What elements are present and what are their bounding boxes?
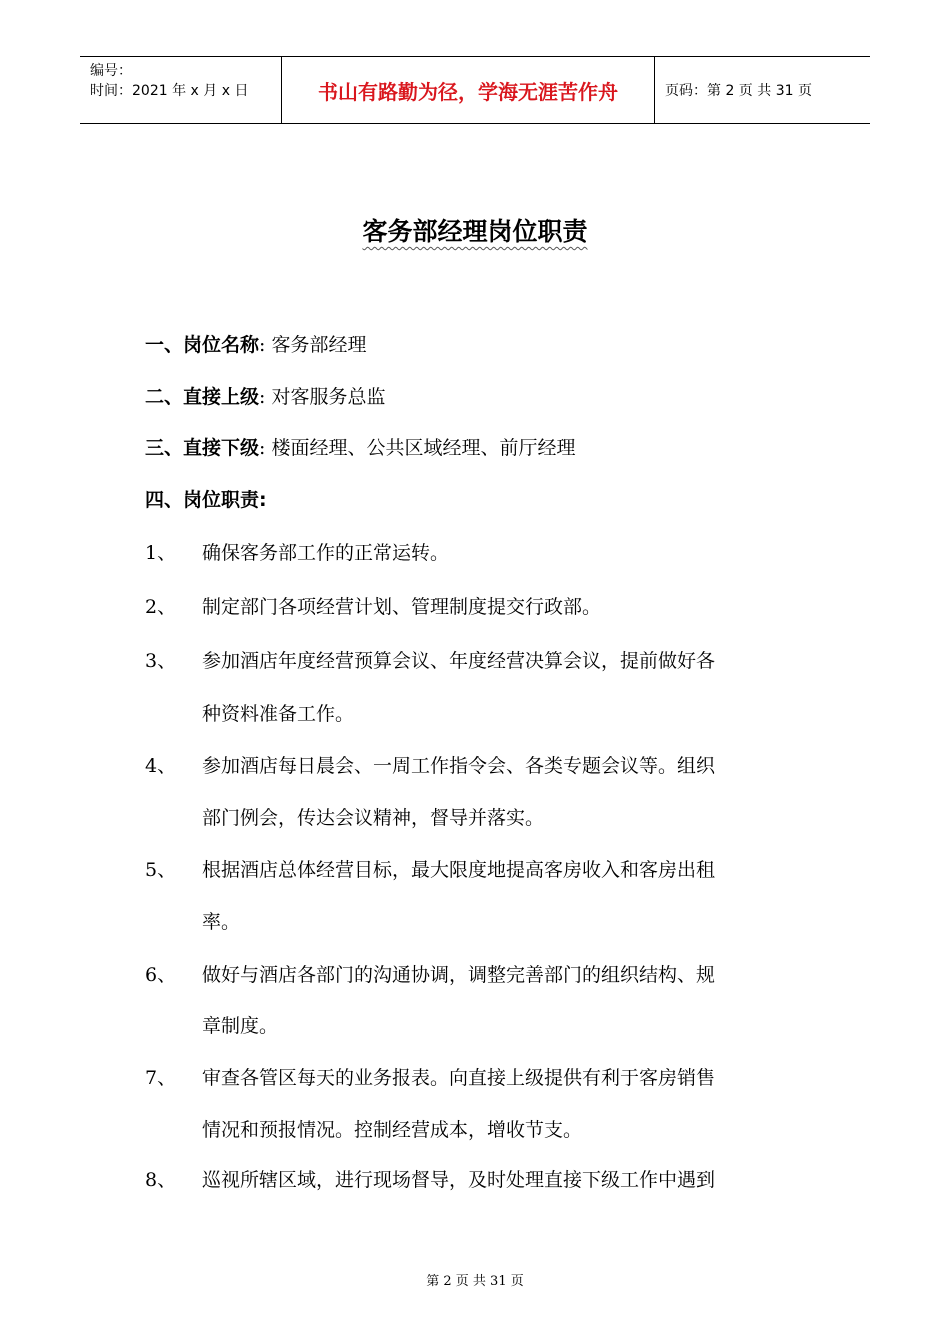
duty-item-2: 2、 制定部门各项经营计划、管理制度提交行政部。 — [145, 596, 602, 618]
duty-item-7-cont: 情况和预报情况。控制经营成本，增收节支。 — [202, 1119, 583, 1141]
duty-item-8: 8、 巡视所辖区域，进行现场督导，及时处理直接下级工作中遇到 — [145, 1169, 716, 1191]
doc-time-label: 时间：2021 年 x 月 x 日 — [90, 83, 249, 99]
header-page-info-cell — [655, 57, 870, 123]
duty-item-7: 7、 审查各管区每天的业务报表。向直接上级提供有利于客房销售 — [145, 1067, 716, 1089]
document-title: 客务部经理岗位职责 — [362, 217, 588, 246]
duty-item-6: 6、 做好与酒店各部门的沟通协调，调整完善部门的组织结构、规 — [145, 964, 716, 986]
duty-item-5: 5、 根据酒店总体经营目标，最大限度地提高客房收入和客房出租 — [145, 859, 716, 881]
duty-item-5-cont: 率。 — [202, 911, 241, 933]
header-page-info: 页码：第 2 页 共 31 页 — [665, 83, 812, 99]
doc-number-label: 编号： — [90, 63, 132, 79]
page-footer: 第 2 页 共 31 页 — [426, 1274, 524, 1289]
duty-item-4-cont: 部门例会，传达会议精神，督导并落实。 — [202, 807, 545, 829]
section-direct-subordinates: 三、直接下级: 楼面经理、公共区域经理、前厅经理 — [145, 437, 576, 459]
section-duties-heading: 四、岗位职责: — [145, 489, 267, 511]
page-header — [80, 56, 870, 124]
header-meta — [80, 57, 281, 123]
duty-item-3-cont: 种资料准备工作。 — [202, 703, 355, 725]
header-motto: 书山有路勤为径，学海无涯苦作舟 — [318, 79, 618, 104]
header-motto-cell — [281, 57, 655, 123]
duty-item-3: 3、 参加酒店年度经营预算会议、年度经营决算会议，提前做好各 — [145, 650, 716, 672]
duty-item-4: 4、 参加酒店每日晨会、一周工作指令会、各类专题会议等。组织 — [145, 755, 716, 777]
section-direct-superior: 二、直接上级: 对客服务总监 — [145, 386, 386, 408]
duty-item-1: 1、 确保客务部工作的正常运转。 — [145, 542, 450, 564]
section-position-name: 一、岗位名称: 客务部经理 — [145, 334, 367, 356]
duty-item-6-cont: 章制度。 — [202, 1015, 279, 1037]
